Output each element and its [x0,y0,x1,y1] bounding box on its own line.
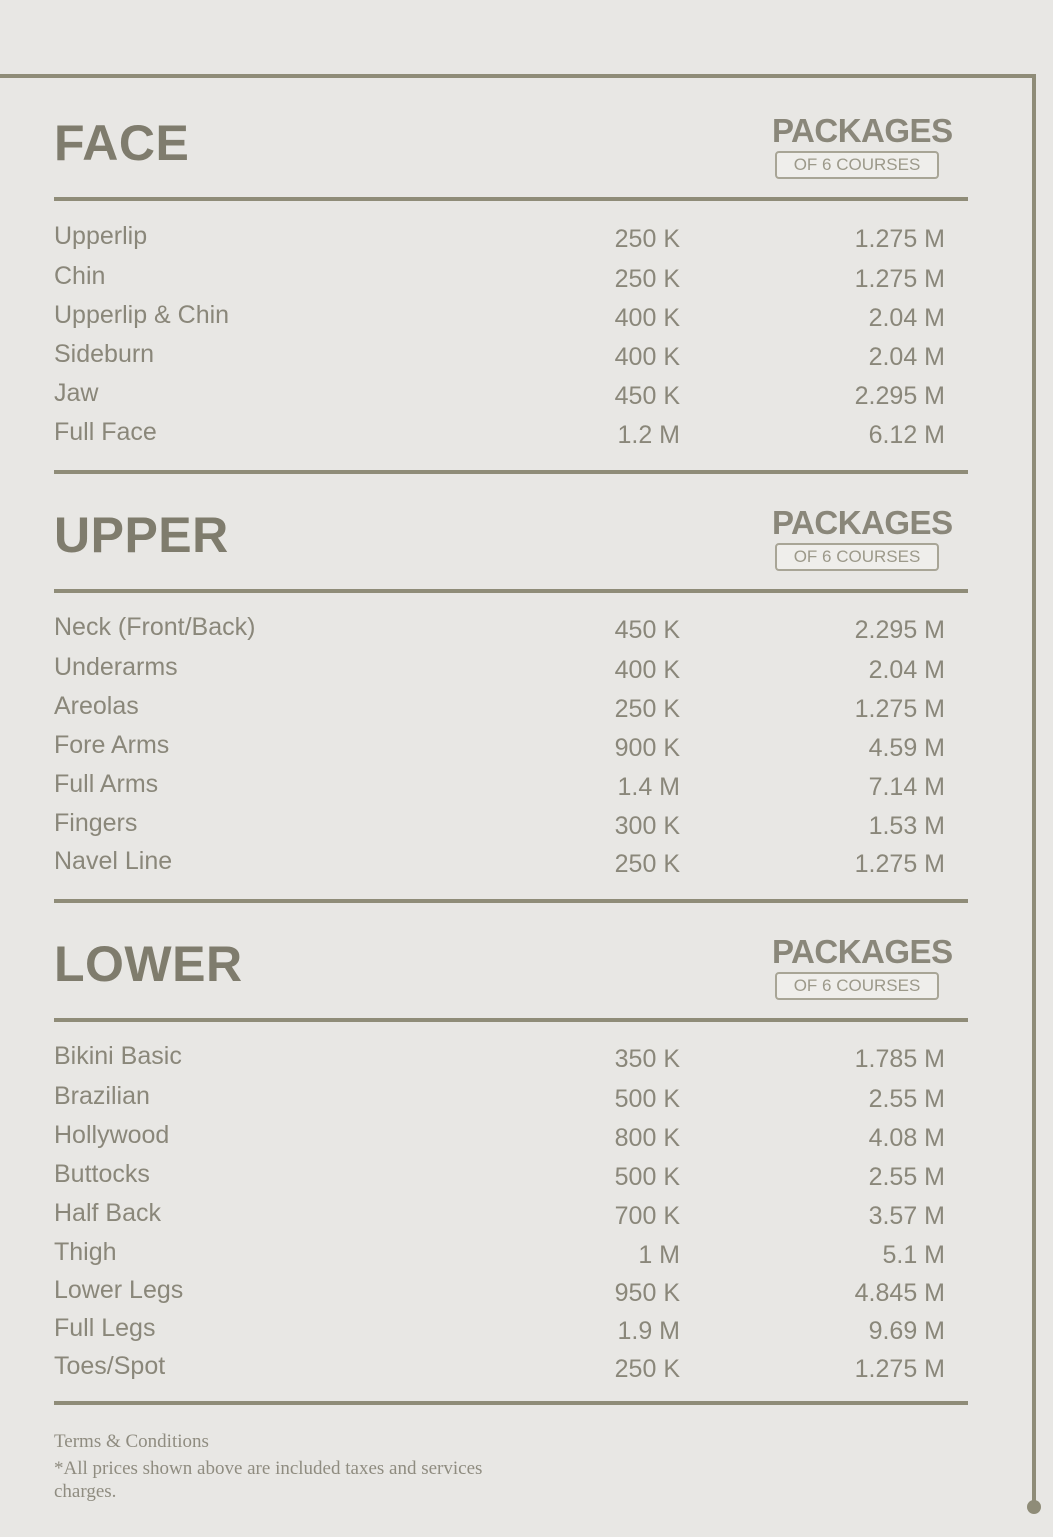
packages-header [772,112,953,179]
item-price: 1.2 M [617,421,680,449]
packages-label: PACKAGES [772,112,953,149]
item-package-price: 5.1 M [882,1241,945,1269]
item-name: Full Face [54,418,157,446]
item-price: 350 K [614,1045,680,1073]
price-row [54,418,945,450]
price-row [54,1082,945,1114]
item-price: 250 K [614,850,680,878]
item-name: Full Arms [54,770,159,798]
price-row [54,770,945,802]
packages-label: PACKAGES [772,504,953,541]
item-package-price: 1.53 M [868,812,945,840]
item-package-price: 1.275 M [854,225,945,253]
terms-and-conditions [54,1430,494,1503]
item-price: 800 K [614,1124,680,1152]
section-top-rule [54,589,968,593]
item-name: Full Legs [54,1314,156,1342]
section-bottom-rule [54,1401,968,1405]
item-package-price: 2.55 M [868,1085,945,1113]
item-price: 450 K [614,616,680,644]
item-package-price: 2.55 M [868,1163,945,1191]
price-row [54,222,945,254]
price-row [54,1352,945,1384]
item-name: Toes/Spot [54,1352,166,1380]
item-name: Underarms [54,653,178,681]
item-price: 400 K [614,656,680,684]
item-package-price: 1.785 M [854,1045,945,1073]
price-row [54,1276,945,1308]
packages-courses-badge: OF 6 COURSES [775,151,939,179]
item-name: Thigh [54,1238,117,1266]
item-name: Hollywood [54,1121,170,1149]
item-price: 450 K [614,382,680,410]
item-package-price: 2.295 M [854,382,945,410]
item-price: 1.9 M [617,1317,680,1345]
item-price: 400 K [614,304,680,332]
item-name: Upperlip & Chin [54,301,230,329]
price-row [54,262,945,294]
item-price: 500 K [614,1085,680,1113]
item-package-price: 1.275 M [854,850,945,878]
item-price: 250 K [614,265,680,293]
price-row [54,340,945,372]
item-package-price: 3.57 M [868,1202,945,1230]
item-name: Buttocks [54,1160,150,1188]
item-name: Upperlip [54,222,148,250]
price-row [54,1314,945,1346]
price-row [54,692,945,724]
section-top-rule [54,1018,968,1022]
section-title: UPPER [54,507,229,563]
item-package-price: 6.12 M [868,421,945,449]
section-title: LOWER [54,936,243,992]
price-row [54,847,945,879]
packages-courses-badge: OF 6 COURSES [775,543,939,571]
price-row [54,301,945,333]
terms-title: Terms & Conditions [54,1431,209,1452]
section-bottom-rule [54,899,968,903]
item-package-price: 9.69 M [868,1317,945,1345]
section-bottom-rule [54,470,968,474]
packages-label: PACKAGES [772,933,953,970]
price-row [54,1238,945,1270]
item-price: 950 K [614,1279,680,1307]
item-name: Neck (Front/Back) [54,613,256,641]
item-price: 250 K [614,225,680,253]
item-name: Half Back [54,1199,161,1227]
price-row [54,613,945,645]
item-package-price: 2.04 M [868,656,945,684]
item-price: 300 K [614,812,680,840]
packages-header [772,933,953,1000]
item-price: 1 M [638,1241,680,1269]
item-package-price: 1.275 M [854,695,945,723]
frame-end-dot [1027,1500,1041,1514]
price-row [54,809,945,841]
terms-note: *All prices shown above are included taxes and services charges. [54,1458,483,1502]
packages-header [772,504,953,571]
section-top-rule [54,197,968,201]
price-row [54,1160,945,1192]
item-package-price: 7.14 M [868,773,945,801]
item-name: Areolas [54,692,139,720]
item-package-price: 1.275 M [854,265,945,293]
item-package-price: 2.04 M [868,343,945,371]
item-price: 400 K [614,343,680,371]
item-name: Fore Arms [54,731,170,759]
item-name: Sideburn [54,340,155,368]
item-package-price: 4.845 M [854,1279,945,1307]
item-name: Fingers [54,809,138,837]
price-row [54,1042,945,1074]
item-package-price: 2.295 M [854,616,945,644]
frame-top-line [0,74,1036,78]
item-price: 1.4 M [617,773,680,801]
section-title: FACE [54,115,190,171]
packages-courses-badge: OF 6 COURSES [775,972,939,1000]
item-name: Lower Legs [54,1276,184,1304]
item-price: 900 K [614,734,680,762]
item-name: Bikini Basic [54,1042,182,1070]
item-price: 250 K [614,1355,680,1383]
price-row [54,1199,945,1231]
item-name: Jaw [54,379,99,407]
price-row [54,379,945,411]
item-price: 500 K [614,1163,680,1191]
price-row [54,1121,945,1153]
item-package-price: 4.08 M [868,1124,945,1152]
frame-right-line [1032,74,1036,1504]
price-row [54,731,945,763]
item-price: 250 K [614,695,680,723]
item-package-price: 4.59 M [868,734,945,762]
item-name: Brazilian [54,1082,150,1110]
item-price: 700 K [614,1202,680,1230]
item-package-price: 2.04 M [868,304,945,332]
item-name: Chin [54,262,106,290]
price-row [54,653,945,685]
item-package-price: 1.275 M [854,1355,945,1383]
item-name: Navel Line [54,847,173,875]
